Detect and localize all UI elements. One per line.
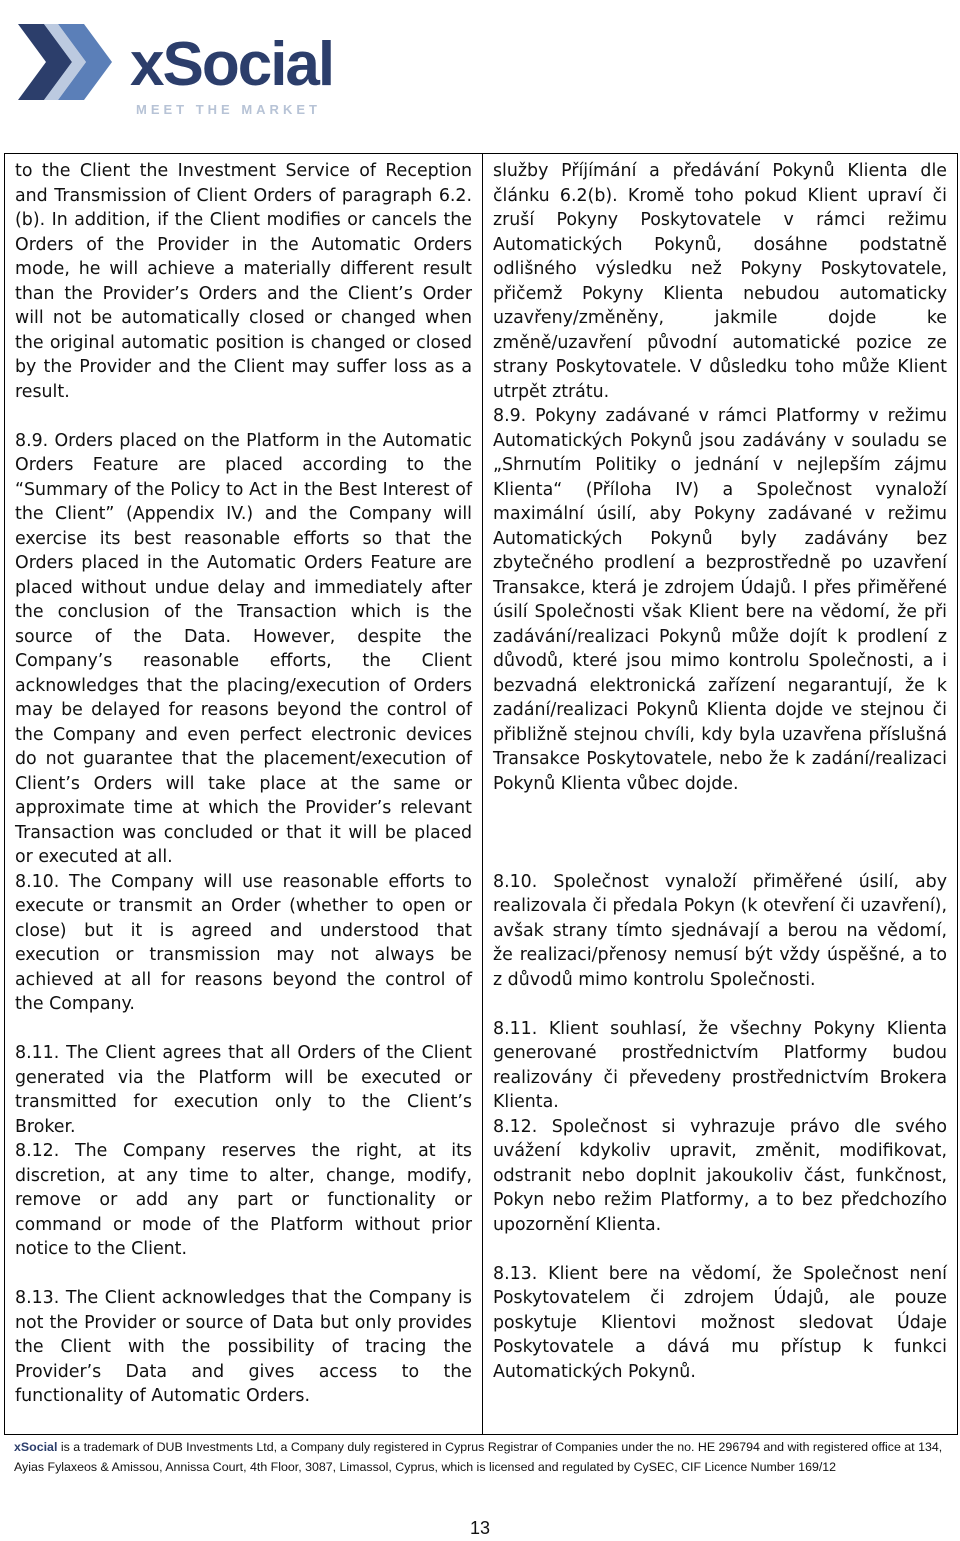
cz-clause-8-13: 8.13. Klient bere na vědomí, že Společnost není Poskytovatelem či zdrojem Údajů, ale pouze poskytuje Klientovi možnost sledovat Údaje Poskytovatele a dává mu přístup k funkci Automatických Pokynů. [493, 1263, 947, 1382]
cz-clause-8-9: 8.9. Pokyny zadávané v rámci Platformy v režimu Automatických Pokynů jsou zadávány v souladu se „Shrnutím Politiky o jednání v nejlepším zájmu Klienta“ (Příloha IV) a Společnost vynaloží maximální úsilí, aby Pokyny zadávané v režimu Automatických Pokynů byly zadávány bez zbytečného prodlení a bezprostředně po uzavření Transakce, která je zdrojem Údajů. I přes přiměřené úsilí Společnosti však Klient bere na vědomí, že při zadávání/realizaci Pokynů může dojít k prodlení z důvodů, které jsou mimo kontrolu Společnosti, a i bezvadná elektronická zařízení negarantují, že k zadání/realizaci Pokynů Klienta dojde ve stejnou či přibližně stejnou chvíli, kdy byla uzavřena příslušná Transakce Poskytovatele, nebo že k zadání/realizaci Pokynů Klienta vůbec dojde. [493, 406, 947, 794]
en-paragraph-continuation: to the Client the Investment Service of Reception and Transmission of Client Orders of paragraph 6.2.(b). In addition, if the Client modifies or cancels the Orders of the Provider in the Automatic Orders mode, he will achieve a materially different result than the Provider’s Orders and the Client’s Order will not be automatically closed or changed when the original automatic position is changed or closed by the Provider and the Client may suffer loss as a result. [15, 161, 472, 402]
en-clause-8-10: 8.10. The Company will use reasonable efforts to execute or transmit an Order (whether to open or close) but it is agreed and understood that execution or transmission may not always be achieved at all for reasons beyond the control of the Company. [15, 871, 472, 1014]
footer-text: is a trademark of DUB Investments Ltd, a Company duly registered in Cyprus Registrar of Companies under the no. HE 296794 and with registered office at 134, Ayias Fylaxeos & Amissou, Annissa Court, 4th Floor, 3087, Limassol, Cyprus, which is licensed and regulated by CySEC, CIF Licence Number 169/12 [14, 1440, 943, 1474]
czech-column [483, 154, 957, 1434]
logo-wordmark: xSocial [130, 30, 334, 99]
footer-brand: xSocial [14, 1440, 58, 1454]
en-clause-8-9: 8.9. Orders placed on the Platform in the Automatic Orders Feature are placed according to the “Summary of the Policy to Act in the Best Interest of the Client” (Appendix IV.) and the Company will exercise its best reasonable efforts so that the Orders placed in the Automatic Orders Feature are placed without undue delay and immediately after the conclusion of the Transaction which is the source of the Data. However, despite the Company’s reasonable efforts, the Client acknowledges that the placing/execution of Orders may be delayed for reasons beyond the control of the Company and even perfect electronic devices do not guarantee that the placement/execution of Client’s Orders will take place at the same or approximate time at which the Provider’s relevant Transaction was concluded or that it will be placed or executed at all. [15, 430, 472, 867]
cz-clause-8-12: 8.12. Společnost si vyhrazuje právo dle svého uvážení kdykoliv upravit, změnit, modifikovat, odstranit nebo doplnit jakoukoliv část, funkčnost, Pokyn nebo režim Platformy, a to bez předchozího upozornění Klienta. [493, 1116, 947, 1235]
english-column [5, 154, 483, 1434]
legal-footer [14, 1438, 944, 1477]
en-clause-8-11: 8.11. The Client agrees that all Orders of the Client generated via the Platform will be executed or transmitted for execution only to the Client’s Broker. [15, 1043, 472, 1137]
en-clause-8-13: 8.13. The Client acknowledges that the Company is not the Provider or source of Data but only provides the Client with the possibility of tracing the Provider’s Data and gives access to the functionality of Automatic Orders. [15, 1288, 472, 1406]
cz-clause-8-10: 8.10. Společnost vynaloží přiměřené úsilí, aby realizovala či předala Pokyn (k otevření či uzavření), avšak strany tímto sjednávají a berou na vědomí, že realizaci/přenosy nemusí být vždy úspěšné, a to z důvodů mimo kontrolu Společnosti. [493, 871, 947, 990]
xsocial-logo-mark-icon [14, 20, 124, 104]
en-clause-8-12: 8.12. The Company reserves the right, at its discretion, at any time to alter, change, modify, remove or add any part or functionality or command or mode of the Platform without prior notice to the Client. [15, 1141, 472, 1259]
xsocial-logo [14, 20, 344, 117]
logo-tagline: MEET THE MARKET [136, 102, 321, 117]
cz-clause-8-11: 8.11. Klient souhlasí, že všechny Pokyny Klienta generované prostřednictvím Platformy budou realizovány či převedeny prostřednictvím Brokera Klienta. [493, 1018, 947, 1112]
page-number: 13 [469, 1518, 491, 1538]
cz-paragraph-continuation: služby Příjímání a předávání Pokynů Klienta dle článku 6.2(b). Kromě toho pokud Klient upraví či zruší Pokyny Poskytovatele v rámci režimu Automatických Pokynů, dosáhne podstatně odlišného výsledku než Pokyny Poskytovatele, přičemž Pokyny Klienta nebudou automaticky uzavřeny/změněny, jakmile dojde ke změně/uzavření původní automatické pozice ze strany Poskytovatele. V důsledku toho může Klient utrpět ztrátu. [493, 161, 947, 402]
bilingual-terms-table [4, 153, 958, 1435]
